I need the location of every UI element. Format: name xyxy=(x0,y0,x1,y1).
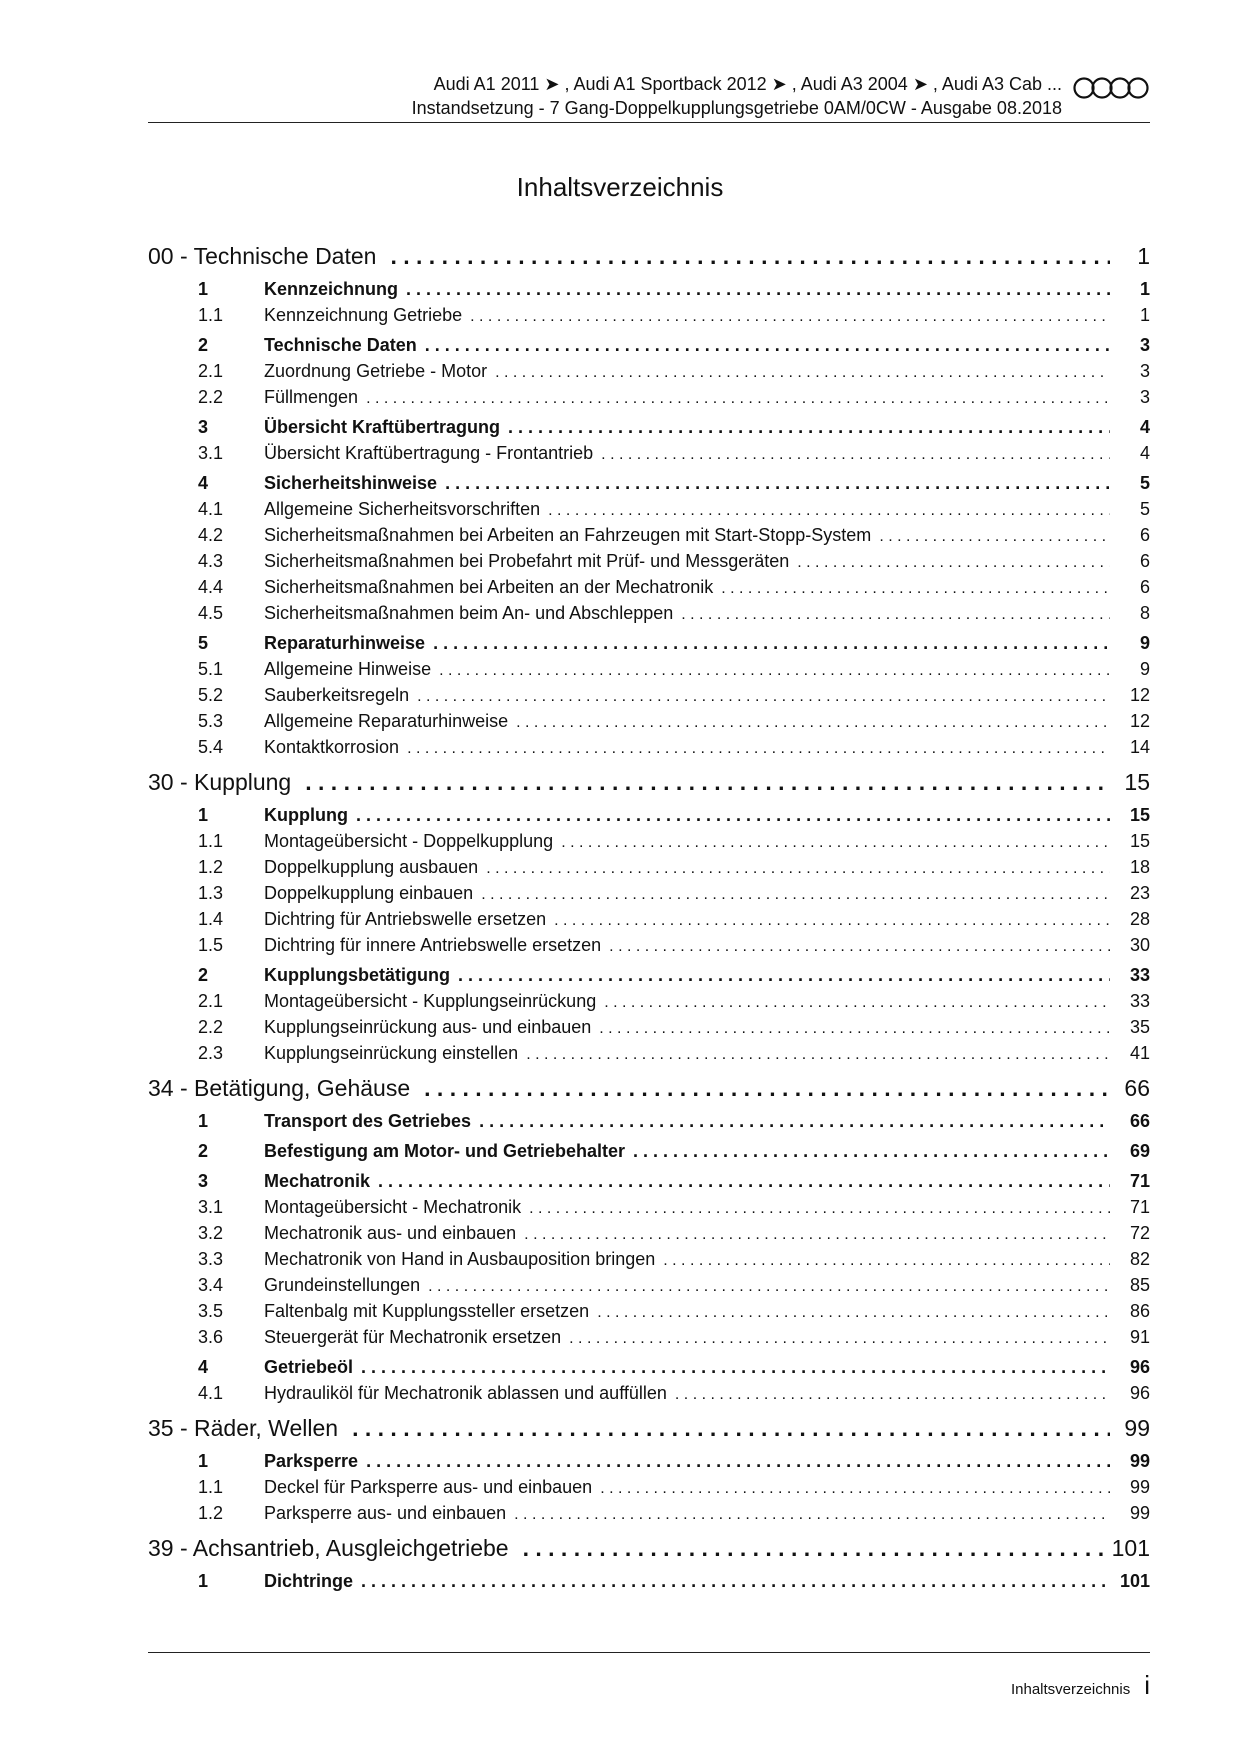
toc-leader-dots xyxy=(390,240,1110,272)
toc-entry-title: Übersicht Kraftübertragung xyxy=(264,417,501,437)
page-footer xyxy=(1011,1670,1150,1701)
toc-page-number: 9 xyxy=(1139,633,1150,653)
toc-entry-title: Faltenbalg mit Kupplungssteller ersetzen xyxy=(264,1301,590,1321)
toc-entry-title: Deckel für Parksperre aus- und einbauen xyxy=(264,1477,593,1497)
toc-entry-number: 1.4 xyxy=(198,909,224,929)
toc-entry-title: Parksperre aus- und einbauen xyxy=(264,1503,507,1523)
toc-entry-number: 4.2 xyxy=(198,525,224,545)
toc-page-number: 85 xyxy=(1129,1275,1150,1295)
toc-entry-number: 1.1 xyxy=(198,1477,224,1497)
toc-entry-title: Kennzeichnung Getriebe xyxy=(264,305,463,325)
toc-leader-dots xyxy=(721,576,1110,602)
toc-entry-number: 1 xyxy=(198,1571,209,1591)
toc-leader-dots xyxy=(470,304,1110,330)
toc-leader-dots xyxy=(305,766,1110,798)
toc-entry-number: 3.3 xyxy=(198,1249,224,1269)
toc-leader-dots xyxy=(428,1274,1110,1300)
toc-leader-dots xyxy=(445,470,1110,496)
toc-entry-number: 4.5 xyxy=(198,603,224,623)
toc-page-number: 96 xyxy=(1129,1383,1150,1403)
toc-entry-number: 34 - Betätigung, Gehäuse xyxy=(148,1075,411,1101)
toc-leader-dots xyxy=(529,1196,1110,1222)
toc-page-number: 28 xyxy=(1129,909,1150,929)
toc-page-number: 4 xyxy=(1139,417,1150,437)
toc-chapter-row[interactable] xyxy=(148,766,1150,798)
toc-subsection-row[interactable] xyxy=(148,734,1150,760)
toc-entry-title: Technische Daten xyxy=(264,335,417,355)
footer-divider xyxy=(148,1652,1150,1653)
toc-entry-number: 1 xyxy=(198,279,209,299)
toc-page-number: 1 xyxy=(1139,305,1150,325)
toc-subsection-row[interactable] xyxy=(148,656,1150,682)
toc-subsection-row[interactable] xyxy=(148,1500,1150,1526)
toc-entry-number: 39 - Achsantrieb, Ausgleichgetriebe xyxy=(148,1535,509,1561)
toc-entry-title: Getriebeöl xyxy=(264,1357,354,1377)
toc-page-number: 12 xyxy=(1129,685,1150,705)
toc-section-row[interactable] xyxy=(148,1448,1150,1474)
toc-chapter-row[interactable] xyxy=(148,1412,1150,1444)
toc-section-row[interactable] xyxy=(148,470,1150,496)
toc-entry-title: Kontaktkorrosion xyxy=(264,737,400,757)
toc-page-number: 6 xyxy=(1139,551,1150,571)
toc-leader-dots xyxy=(675,1382,1110,1408)
toc-entry-number: 5.4 xyxy=(198,737,224,757)
toc-entry-number: 2 xyxy=(198,1141,209,1161)
toc-subsection-row[interactable] xyxy=(148,1040,1150,1066)
toc-leader-dots xyxy=(548,498,1110,524)
toc-entry-number: 2.1 xyxy=(198,361,224,381)
audi-rings-icon xyxy=(1072,76,1150,100)
footer-page-number: i xyxy=(1144,1670,1150,1700)
toc-entry-number: 1 xyxy=(198,1451,209,1471)
toc-page-number: 86 xyxy=(1129,1301,1150,1321)
toc-page-number: 3 xyxy=(1139,387,1150,407)
toc-page-number: 1 xyxy=(1137,243,1150,269)
toc-entry-title: Sicherheitshinweise xyxy=(264,473,438,493)
toc-section-row[interactable] xyxy=(148,962,1150,988)
toc-page-number: 5 xyxy=(1139,473,1150,493)
footer-label: Inhaltsverzeichnis xyxy=(1010,1681,1131,1698)
toc-subsection-row[interactable] xyxy=(148,574,1150,600)
toc-subsection-row[interactable] xyxy=(148,1324,1150,1350)
toc-page-number: 99 xyxy=(1129,1503,1150,1523)
toc-page-number: 3 xyxy=(1139,335,1150,355)
toc-leader-dots xyxy=(356,802,1110,828)
toc-section-row[interactable] xyxy=(148,332,1150,358)
toc-entry-title: Hydrauliköl für Mechatronik ablassen und auffüllen xyxy=(264,1383,667,1403)
toc-leader-dots xyxy=(361,1568,1110,1594)
toc-subsection-row[interactable] xyxy=(148,708,1150,734)
toc-page-number: 6 xyxy=(1139,577,1150,597)
toc-entry-title: Steuergerät für Mechatronik ersetzen xyxy=(264,1327,562,1347)
toc-leader-dots xyxy=(633,1138,1110,1164)
toc-leader-dots xyxy=(495,360,1110,386)
toc-entry-number: 00 - Technische Daten xyxy=(148,243,377,269)
toc-page-number: 66 xyxy=(1124,1075,1150,1101)
toc-leader-dots xyxy=(601,442,1110,468)
toc-leader-dots xyxy=(378,1168,1110,1194)
toc-entry-title: Kupplungsbetätigung xyxy=(264,965,450,985)
toc-page-number: 15 xyxy=(1129,831,1150,851)
page-header xyxy=(148,70,1150,123)
toc-entry-title: Parksperre xyxy=(264,1451,359,1471)
toc-section-row[interactable] xyxy=(148,802,1150,828)
toc-page-number: 14 xyxy=(1129,737,1150,757)
toc-page-number: 12 xyxy=(1129,711,1150,731)
toc-entry-number: 5.3 xyxy=(198,711,224,731)
toc-entry-title: Sicherheitsmaßnahmen bei Probefahrt mit Prüf- und Messgeräten xyxy=(264,551,790,571)
toc-page-number: 9 xyxy=(1139,659,1150,679)
toc-leader-dots xyxy=(523,1532,1108,1564)
toc-subsection-row[interactable] xyxy=(148,988,1150,1014)
toc-subsection-row[interactable] xyxy=(148,1298,1150,1324)
toc-leader-dots xyxy=(609,934,1110,960)
toc-entry-title: Sicherheitsmaßnahmen bei Arbeiten an Fahrzeugen mit Start-Stopp-System xyxy=(264,525,872,545)
toc-entry-number: 1.5 xyxy=(198,935,224,955)
toc-section-row[interactable] xyxy=(148,1354,1150,1380)
toc-page-number: 15 xyxy=(1124,769,1150,795)
toc-entry-number: 3 xyxy=(198,1171,209,1191)
toc-page-number: 69 xyxy=(1129,1141,1150,1161)
toc-entry-title: Allgemeine Reparaturhinweise xyxy=(264,711,509,731)
toc-leader-dots xyxy=(600,1476,1110,1502)
toc-entry-title: Kennzeichnung xyxy=(264,279,398,299)
toc-leader-dots xyxy=(406,276,1110,302)
toc-page-number: 6 xyxy=(1139,525,1150,545)
toc-entry-number: 3.6 xyxy=(198,1327,224,1347)
toc-subsection-row[interactable] xyxy=(148,302,1150,328)
toc-subsection-row[interactable] xyxy=(148,440,1150,466)
table-of-contents xyxy=(148,240,1150,1594)
toc-entry-number: 3.2 xyxy=(198,1223,224,1243)
toc-entry-number: 30 - Kupplung xyxy=(148,769,292,795)
header-vehicle-models: Audi A1 2011 ➤ , Audi A1 Sportback 2012 ➤ , Audi A3 2004 ➤ , Audi A3 Cab ... xyxy=(433,74,1062,94)
toc-leader-dots xyxy=(526,1042,1110,1068)
toc-subsection-row[interactable] xyxy=(148,1194,1150,1220)
toc-entry-number: 4 xyxy=(198,473,209,493)
toc-entry-number: 1.2 xyxy=(198,857,224,877)
toc-entry-number: 2.3 xyxy=(198,1043,224,1063)
toc-page-number: 4 xyxy=(1139,443,1150,463)
toc-leader-dots xyxy=(561,830,1110,856)
toc-leader-dots xyxy=(599,1016,1110,1042)
toc-page-number: 23 xyxy=(1129,883,1150,903)
toc-subsection-row[interactable] xyxy=(148,932,1150,958)
toc-subsection-row[interactable] xyxy=(148,854,1150,880)
toc-entry-title: Übersicht Kraftübertragung - Frontantrieb xyxy=(264,443,594,463)
toc-entry-title: Kupplungseinrückung aus- und einbauen xyxy=(264,1017,592,1037)
toc-page-number: 99 xyxy=(1124,1415,1150,1441)
toc-entry-title: Mechatronik xyxy=(264,1171,371,1191)
toc-subsection-row[interactable] xyxy=(148,828,1150,854)
toc-leader-dots xyxy=(681,602,1110,628)
toc-leader-dots xyxy=(508,414,1110,440)
toc-entry-number: 5 xyxy=(198,633,209,653)
toc-entry-title: Füllmengen xyxy=(264,387,359,407)
toc-subsection-row[interactable] xyxy=(148,1272,1150,1298)
toc-entry-title: Doppelkupplung einbauen xyxy=(264,883,474,903)
toc-leader-dots xyxy=(361,1354,1110,1380)
toc-page-number: 3 xyxy=(1139,361,1150,381)
toc-subsection-row[interactable] xyxy=(148,384,1150,410)
toc-section-row[interactable] xyxy=(148,1168,1150,1194)
toc-entry-number: 1.1 xyxy=(198,305,224,325)
toc-subsection-row[interactable] xyxy=(148,1474,1150,1500)
toc-subsection-row[interactable] xyxy=(148,880,1150,906)
toc-leader-dots xyxy=(424,1072,1110,1104)
toc-entry-title: Transport des Getriebes xyxy=(264,1111,472,1131)
toc-leader-dots xyxy=(516,710,1110,736)
toc-page-number: 33 xyxy=(1129,965,1150,985)
toc-leader-dots xyxy=(366,386,1110,412)
toc-entry-number: 1 xyxy=(198,805,209,825)
toc-leader-dots xyxy=(479,1108,1110,1134)
toc-page-number: 5 xyxy=(1139,499,1150,519)
toc-section-row[interactable] xyxy=(148,276,1150,302)
toc-page-number: 1 xyxy=(1139,279,1150,299)
toc-chapter-row[interactable] xyxy=(148,1072,1150,1104)
toc-entry-number: 3.1 xyxy=(198,1197,224,1217)
toc-leader-dots xyxy=(524,1222,1110,1248)
toc-leader-dots xyxy=(797,550,1110,576)
toc-entry-title: Befestigung am Motor- und Getriebehalter xyxy=(264,1141,626,1161)
toc-page-number: 41 xyxy=(1129,1043,1150,1063)
toc-leader-dots xyxy=(425,332,1110,358)
toc-page-number: 91 xyxy=(1129,1327,1150,1347)
toc-entry-title: Reparaturhinweise xyxy=(264,633,426,653)
toc-page-number: 66 xyxy=(1129,1111,1150,1131)
toc-entry-title: Sicherheitsmaßnahmen beim An- und Abschleppen xyxy=(264,603,674,623)
toc-subsection-row[interactable] xyxy=(148,1380,1150,1406)
toc-entry-number: 3 xyxy=(198,417,209,437)
toc-leader-dots xyxy=(439,658,1110,684)
toc-entry-number: 2.1 xyxy=(198,991,224,1011)
toc-entry-title: Mechatronik von Hand in Ausbauposition bringen xyxy=(264,1249,656,1269)
toc-leader-dots xyxy=(569,1326,1110,1352)
toc-subsection-row[interactable] xyxy=(148,1246,1150,1272)
toc-subsection-row[interactable] xyxy=(148,522,1150,548)
toc-entry-number: 1 xyxy=(198,1111,209,1131)
toc-section-row[interactable] xyxy=(148,630,1150,656)
toc-leader-dots xyxy=(663,1248,1110,1274)
toc-entry-number: 4.1 xyxy=(198,499,224,519)
toc-entry-title: Zuordnung Getriebe - Motor xyxy=(264,361,488,381)
toc-subsection-row[interactable] xyxy=(148,548,1150,574)
toc-leader-dots xyxy=(514,1502,1110,1528)
toc-subsection-row[interactable] xyxy=(148,358,1150,384)
toc-section-row[interactable] xyxy=(148,1108,1150,1134)
toc-section-row[interactable] xyxy=(148,414,1150,440)
toc-leader-dots xyxy=(417,684,1110,710)
toc-subsection-row[interactable] xyxy=(148,600,1150,626)
toc-subsection-row[interactable] xyxy=(148,682,1150,708)
toc-entry-title: Kupplung xyxy=(264,805,348,825)
toc-entry-title: Sicherheitsmaßnahmen bei Arbeiten an der Mechatronik xyxy=(264,577,714,597)
toc-subsection-row[interactable] xyxy=(148,1014,1150,1040)
toc-page-number: 82 xyxy=(1129,1249,1150,1269)
toc-subsection-row[interactable] xyxy=(148,906,1150,932)
toc-leader-dots xyxy=(407,736,1110,762)
toc-entry-title: Grundeinstellungen xyxy=(264,1275,421,1295)
toc-entry-title: Mechatronik aus- und einbauen xyxy=(264,1223,517,1243)
toc-page-number: 35 xyxy=(1129,1017,1150,1037)
toc-entry-number: 1.3 xyxy=(198,883,224,903)
toc-page-number: 8 xyxy=(1139,603,1150,623)
toc-leader-dots xyxy=(366,1448,1110,1474)
toc-entry-number: 1.2 xyxy=(198,1503,224,1523)
toc-entry-title: Montageübersicht - Kupplungseinrückung xyxy=(264,991,597,1011)
toc-leader-dots xyxy=(604,990,1110,1016)
toc-chapter-row[interactable] xyxy=(148,1532,1150,1564)
toc-page-number: 15 xyxy=(1129,805,1150,825)
toc-page-number: 99 xyxy=(1129,1451,1150,1471)
toc-subsection-row[interactable] xyxy=(148,1220,1150,1246)
toc-entry-number: 4.4 xyxy=(198,577,224,597)
toc-entry-title: Kupplungseinrückung einstellen xyxy=(264,1043,519,1063)
page-title: Inhaltsverzeichnis xyxy=(516,172,724,202)
toc-entry-number: 3.1 xyxy=(198,443,224,463)
toc-page-number: 101 xyxy=(1119,1571,1150,1591)
toc-section-row[interactable] xyxy=(148,1568,1150,1594)
toc-entry-number: 3.4 xyxy=(198,1275,224,1295)
toc-entry-title: Doppelkupplung ausbauen xyxy=(264,857,479,877)
header-manual-title: Instandsetzung - 7 Gang-Doppelkupplungsgetriebe 0AM/0CW - Ausgabe 08.2018 xyxy=(411,98,1062,118)
toc-chapter-row[interactable] xyxy=(148,240,1150,272)
toc-page-number: 72 xyxy=(1129,1223,1150,1243)
toc-leader-dots xyxy=(486,856,1110,882)
toc-entry-number: 5.1 xyxy=(198,659,224,679)
toc-leader-dots xyxy=(352,1412,1110,1444)
toc-page-number: 101 xyxy=(1111,1535,1150,1561)
toc-leader-dots xyxy=(554,908,1110,934)
toc-leader-dots xyxy=(458,962,1110,988)
toc-entry-number: 2 xyxy=(198,335,209,355)
toc-leader-dots xyxy=(433,630,1110,656)
toc-entry-title: Montageübersicht - Doppelkupplung xyxy=(264,831,554,851)
toc-entry-number: 3.5 xyxy=(198,1301,224,1321)
toc-entry-number: 4.3 xyxy=(198,551,224,571)
toc-page-number: 30 xyxy=(1129,935,1150,955)
toc-entry-title: Dichtring für Antriebswelle ersetzen xyxy=(264,909,547,929)
toc-page-number: 96 xyxy=(1129,1357,1150,1377)
toc-page-number: 71 xyxy=(1129,1197,1150,1217)
toc-page-number: 33 xyxy=(1129,991,1150,1011)
toc-leader-dots xyxy=(481,882,1110,908)
toc-subsection-row[interactable] xyxy=(148,496,1150,522)
toc-leader-dots xyxy=(879,524,1110,550)
toc-section-row[interactable] xyxy=(148,1138,1150,1164)
toc-entry-title: Montageübersicht - Mechatronik xyxy=(264,1197,522,1217)
toc-entry-title: Allgemeine Sicherheitsvorschriften xyxy=(264,499,541,519)
toc-entry-number: 35 - Räder, Wellen xyxy=(148,1415,339,1441)
toc-leader-dots xyxy=(597,1300,1110,1326)
toc-entry-number: 4 xyxy=(198,1357,209,1377)
toc-entry-number: 2.2 xyxy=(198,387,224,407)
toc-page-number: 18 xyxy=(1129,857,1150,877)
toc-entry-title: Sauberkeitsregeln xyxy=(264,685,410,705)
toc-entry-number: 2 xyxy=(198,965,209,985)
toc-entry-number: 5.2 xyxy=(198,685,224,705)
toc-page-number: 99 xyxy=(1129,1477,1150,1497)
toc-entry-title: Allgemeine Hinweise xyxy=(264,659,432,679)
toc-entry-title: Dichtringe xyxy=(264,1571,354,1591)
toc-entry-number: 1.1 xyxy=(198,831,224,851)
toc-entry-number: 2.2 xyxy=(198,1017,224,1037)
toc-page-number: 71 xyxy=(1129,1171,1150,1191)
toc-entry-title: Dichtring für innere Antriebswelle ersetzen xyxy=(264,935,602,955)
toc-entry-number: 4.1 xyxy=(198,1383,224,1403)
